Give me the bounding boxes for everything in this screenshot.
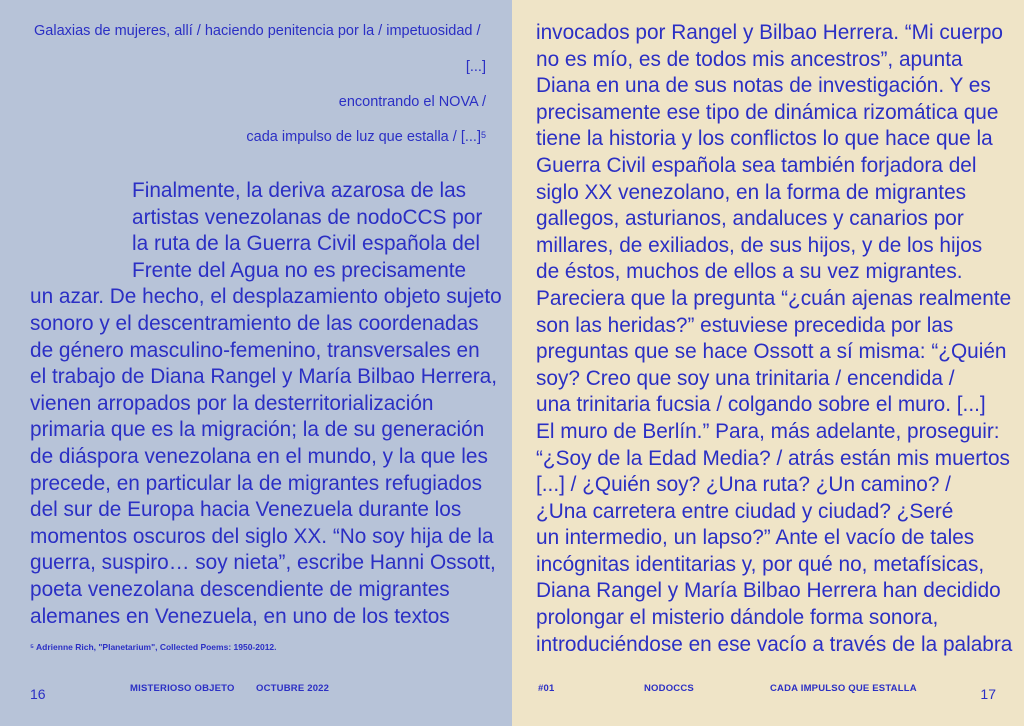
body-line: alemanes en Venezuela, en uno de los textos [30,604,450,628]
poem-line-4-text: cada impulso de luz que estalla / [...] [246,129,481,145]
body-line: Pareciera que la pregunta “¿cuán ajenas realmente [536,286,1012,310]
poem-line-2: [...] [465,59,486,75]
page-number-right: 17 [980,686,996,702]
right-body-text [536,20,1012,658]
body-line: Finalmente, la deriva azarosa de las [132,179,467,202]
body-line: un azar. De hecho, el desplazamiento objeto sujeto [30,285,502,309]
body-line: Diana en una de sus notas de investigación. Y es [536,74,991,98]
body-line: precede, en particular la de migrantes refugiados [30,471,483,495]
body-line: la ruta de la Guerra Civil española del [132,232,480,256]
body-line: gallegos, asturianos, andaluces y canarios por [536,207,964,231]
body-line: soy? Creo que soy una trinitaria / encendida / [536,366,955,390]
body-line: artistas venezolanas de nodoCCS por [132,205,483,229]
running-head-publication: MISTERIOSO OBJETO [130,683,235,694]
body-line: “¿Soy de la Edad Media? / atrás están mis muertos [536,446,1010,470]
body-line: introduciéndose en ese vacío a través de la palabra [536,632,1013,656]
body-line: preguntas que se hace Ossott a sí misma: “¿Quién [536,340,1007,364]
body-line: de diáspora venezolana en el mundo, y la que les [30,444,488,468]
page-number-left: 16 [30,686,46,702]
body-line: precisamente ese tipo de dinámica rizomática que [536,100,999,124]
poem-note-marker: 5 [480,130,486,140]
body-line: [...] / ¿Quién soy? ¿Una ruta? ¿Un camino? / [536,473,951,497]
poem-line-4 [246,127,486,147]
body-line: una trinitaria fucsia / colgando sobre el muro. [...] [536,393,986,417]
body-line: siglo XX venezolano, en la forma de migrantes [536,180,967,204]
body-line: de género masculino-femenino, transversales en [30,338,480,362]
body-line: poeta venezolana descendiente de migrantes [30,577,450,601]
poem-line-1: Galaxias de mujeres, allí / haciendo penitencia por la / impetuosidad / [34,23,481,39]
body-line: Guerra Civil española sea también forjadora del [536,153,977,177]
body-line: no es mío, es de todos mis ancestros”, apunta [536,47,963,71]
running-head-date: OCTUBRE 2022 [256,683,330,694]
body-line: ¿Una carretera entre ciudad y ciudad? ¿Seré [536,499,954,523]
body-line: millares, de exiliados, de sus hijos, y de los hijos [536,233,983,257]
body-line: vienen arropados por la desterritorialización [30,391,434,415]
body-line: el trabajo de Diana Rangel y María Bilbao Herrera, [30,365,498,389]
body-line: sonoro y el descentramiento de las coordenadas [30,311,479,335]
body-line: guerra, suspiro… soy nieta”, escribe Hanni Ossott, [30,551,496,575]
running-head-section: CADA IMPULSO QUE ESTALLA [770,683,917,694]
left-body-text [30,178,502,630]
body-line: prolongar el misterio dándole forma sonora, [536,606,939,630]
body-line: del sur de Europa hacia Venezuela durante los [30,498,462,522]
body-line: Frente del Agua no es precisamente [132,258,467,282]
issue-number: #01 [538,683,555,694]
body-line: de éstos, muchos de ellos a su vez migrantes. [536,260,963,284]
body-line: incógnitas identitarias y, por qué no, metafísicas, [536,552,985,576]
footnote: ⁵ Adrienne Rich, "Planetarium", Collected Poems: 1950-2012. [30,642,277,652]
body-line: tiene la historia y los conflictos lo que hace que la [536,127,993,151]
body-line: Diana Rangel y María Bilbao Herrera han decidido [536,579,1001,603]
right-page [512,0,1024,726]
body-line: primaria que es la migración; la de su generación [30,418,485,442]
body-line: invocados por Rangel y Bilbao Herrera. “Mi cuerpo [536,21,1003,44]
running-head-collective: NODOCCS [644,683,694,694]
body-line: momentos oscuros del siglo XX. “No soy hija de la [30,524,494,548]
body-line: un intermedio, un lapso?” Ante el vacío de tales [536,526,975,550]
body-line: El muro de Berlín.” Para, más adelante, proseguir: [536,419,1000,443]
poem-line-3: encontrando el NOVA / [338,94,486,110]
body-line: son las heridas?” estuviese precedida por las [536,313,954,337]
